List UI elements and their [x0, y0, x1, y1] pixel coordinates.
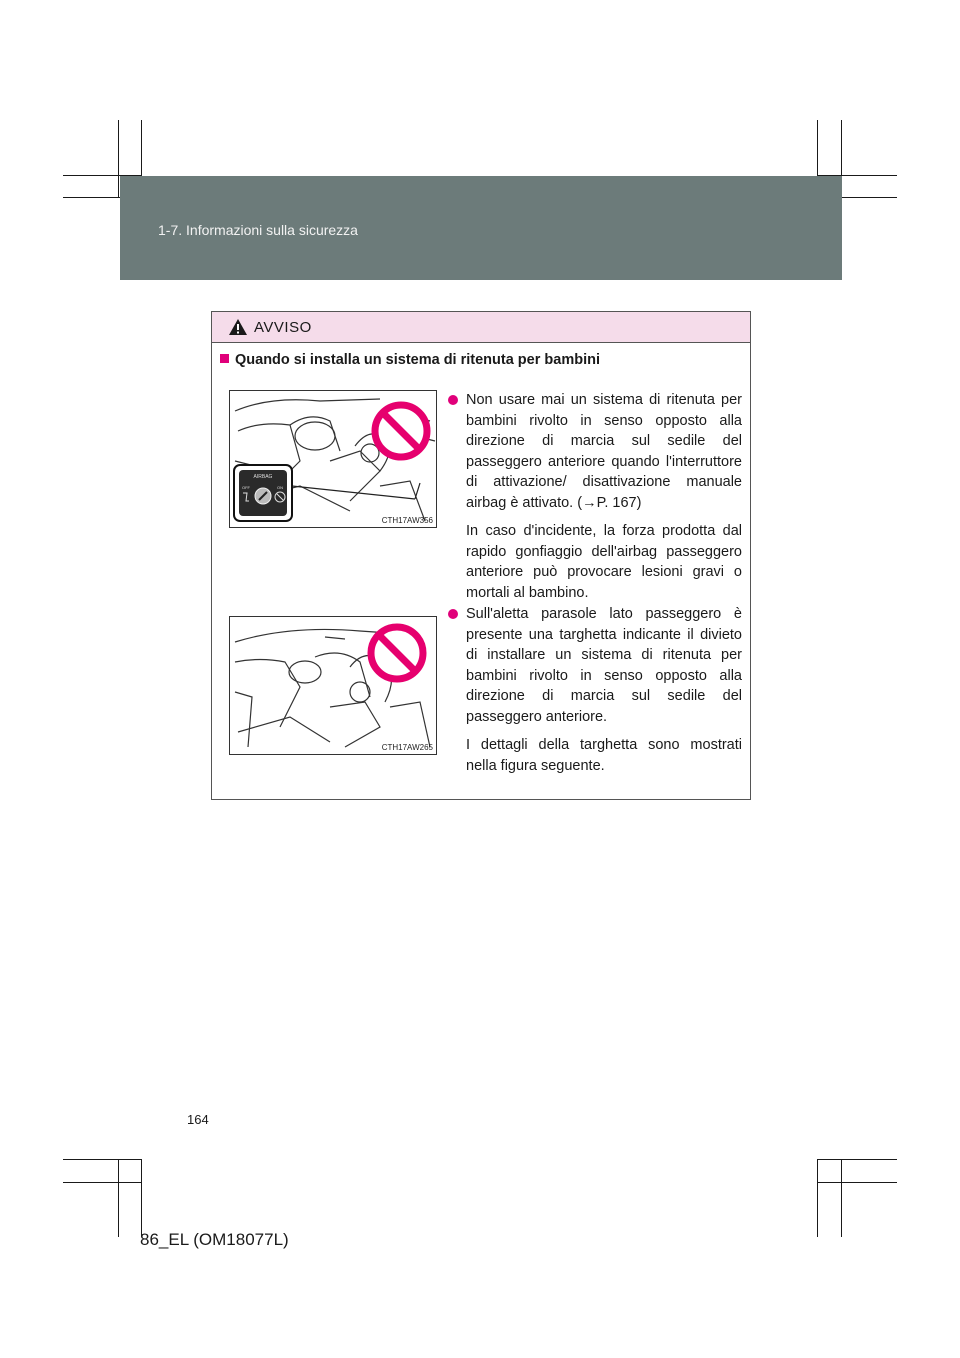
warning-header [212, 312, 750, 343]
crop-mark [118, 1159, 119, 1237]
crop-mark [141, 1159, 142, 1237]
section-header [120, 176, 842, 280]
warning-bullet-item [448, 604, 742, 784]
document-code: 86_EL (OM18077L) [140, 1230, 289, 1249]
crop-mark [817, 1182, 897, 1183]
warning-box [211, 311, 751, 800]
crop-mark [841, 1159, 842, 1237]
svg-text:OFF: OFF [242, 485, 250, 490]
car-interior-illustration [230, 391, 436, 527]
svg-text:ON: ON [277, 485, 283, 490]
subheading-text: Quando si installa un sistema di ritenuta per bambini [235, 352, 600, 368]
crop-mark [63, 1182, 141, 1183]
crop-mark [118, 120, 119, 198]
warning-bullet-item [448, 390, 742, 611]
illustration-rear-facing-seat-airbag-switch [229, 390, 437, 528]
car-interior-illustration [230, 617, 436, 754]
svg-text:AIRBAG: AIRBAG [253, 474, 273, 480]
figure-code: CTH17AW265 [381, 743, 433, 752]
warning-subheading [220, 352, 600, 368]
bullet-note: In caso d'incidente, la forza prodotta dal rapido gonfiaggio dell'airbag passeggero anteriore può provocare lesioni gravi o mortali al bambino. [466, 523, 742, 601]
page-number: 164 [187, 1112, 209, 1127]
crop-mark [817, 1159, 897, 1160]
bullet-text: Non usare mai un sistema di ritenuta per bambini rivolto in senso opposto alla direzione di marcia sul sedile del passeggero anteriore quando l'interruttore di attivazione/ disattivazione manuale airbag è attivato. (→P. 167) [466, 392, 742, 511]
bullet-dot-icon [448, 609, 458, 619]
crop-mark [63, 1159, 141, 1160]
warning-icon [228, 318, 248, 336]
bullet-dot-icon [448, 395, 458, 405]
crop-mark [817, 1159, 818, 1237]
bullet-text: Sull'aletta parasole lato passeggero è presente una targhetta indicante il divieto di installare un sistema di ritenuta per bambini rivolto in senso opposto alla direzione di marcia sul sedile del passeggero anteriore. [466, 606, 742, 725]
bullet-note: I dettagli della targhetta sono mostrati nella figura seguente. [466, 737, 742, 774]
warning-title: AVVISO [254, 319, 312, 336]
illustration-passenger-sun-visor-label [229, 616, 437, 755]
square-bullet-icon [220, 354, 229, 363]
section-title: 1-7. Informazioni sulla sicurezza [158, 222, 358, 238]
figure-code: CTH17AW356 [381, 516, 433, 525]
